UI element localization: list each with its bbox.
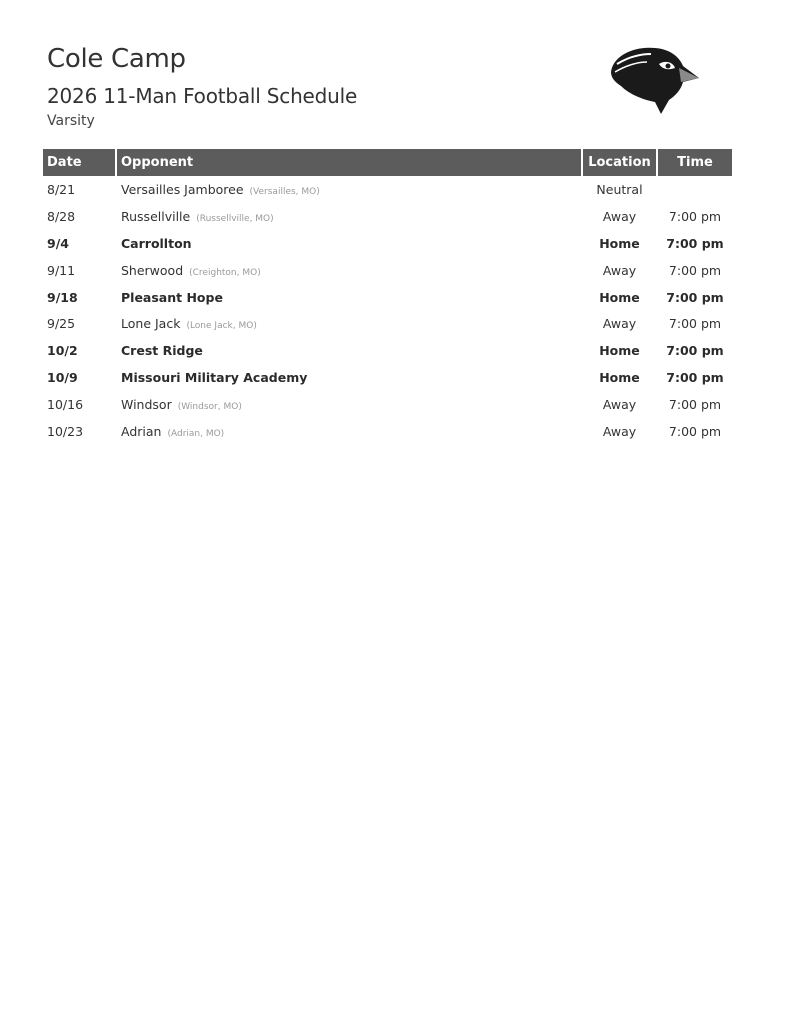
table-row [43,204,732,231]
game-date: 10/9 [47,370,78,386]
opponent-cell [121,204,274,233]
opponent-cell [121,258,261,287]
opponent-name: Pleasant Hope [121,289,223,305]
opponent-city: (Russellville, MO) [196,213,274,224]
table-row [43,392,732,419]
table-row [43,285,732,312]
game-date: 9/4 [47,235,69,251]
game-location: Home [599,235,640,251]
opponent-name: Crest Ridge [121,343,203,359]
game-date: 9/11 [47,262,76,278]
game-location: Away [602,397,637,413]
game-location: Away [602,208,637,224]
game-time: 7:00 pm [668,424,722,440]
opponent-cell [121,419,224,448]
game-location: Home [599,343,640,359]
opponent-cell [121,285,223,312]
game-time: 7:00 pm [668,397,722,413]
game-location: Neutral [596,182,643,197]
opponent-name: Lone Jack [121,316,181,332]
opponent-city: (Lone Jack, MO) [186,321,257,332]
schedule-table-body [43,177,732,446]
game-location: Home [599,370,640,386]
opponent-cell [121,177,320,206]
game-location: Away [602,262,637,278]
game-time: 7:00 pm [666,235,724,251]
game-date: 9/25 [47,316,76,332]
game-time: 7:00 pm [668,316,722,332]
game-date: 10/23 [47,424,84,440]
table-row [43,365,732,392]
game-time: 7:00 pm [666,343,724,359]
opponent-name: Russellville [121,208,191,224]
game-date: 10/2 [47,343,78,359]
opponent-city: (Adrian, MO) [167,429,225,440]
school-name: Cole Camp [47,44,186,74]
opponent-city: (Versailles, MO) [249,187,320,197]
opponent-name: Windsor [121,397,172,413]
game-time: 7:00 pm [666,289,724,305]
opponent-name: Carrollton [121,235,192,251]
game-date: 8/28 [47,208,76,224]
game-date: 8/21 [47,182,76,197]
opponent-name: Missouri Military Academy [121,370,308,386]
column-header-date: Date [43,149,115,176]
column-header-location: Location [583,149,656,176]
opponent-cell [121,231,192,258]
game-date: 10/16 [47,397,84,413]
team-level: Varsity [47,113,95,129]
schedule-table-header [43,149,732,176]
opponent-cell [121,392,242,421]
game-time: 7:00 pm [668,262,722,278]
game-time: 7:00 pm [666,370,724,386]
table-row [43,177,732,204]
opponent-city: (Creighton, MO) [189,267,261,278]
game-location: Away [602,316,637,332]
opponent-name: Adrian [121,424,162,440]
column-header-time: Time [658,149,732,176]
bird-mascot-logo-icon [603,42,703,118]
table-row [43,231,732,258]
opponent-cell [121,365,307,392]
game-location: Home [599,289,640,305]
game-location: Away [602,424,637,440]
table-row [43,311,732,338]
table-row [43,419,732,446]
opponent-cell [121,311,257,340]
table-row [43,338,732,365]
opponent-city: (Windsor, MO) [177,402,242,413]
opponent-cell [121,338,203,365]
table-row [43,258,732,285]
game-date: 9/18 [47,289,78,305]
column-header-opponent: Opponent [117,149,581,176]
game-time: 7:00 pm [668,208,722,224]
schedule-title: 2026 11-Man Football Schedule [47,84,358,108]
opponent-name: Versailles Jamboree [121,182,244,197]
opponent-name: Sherwood [121,262,184,278]
